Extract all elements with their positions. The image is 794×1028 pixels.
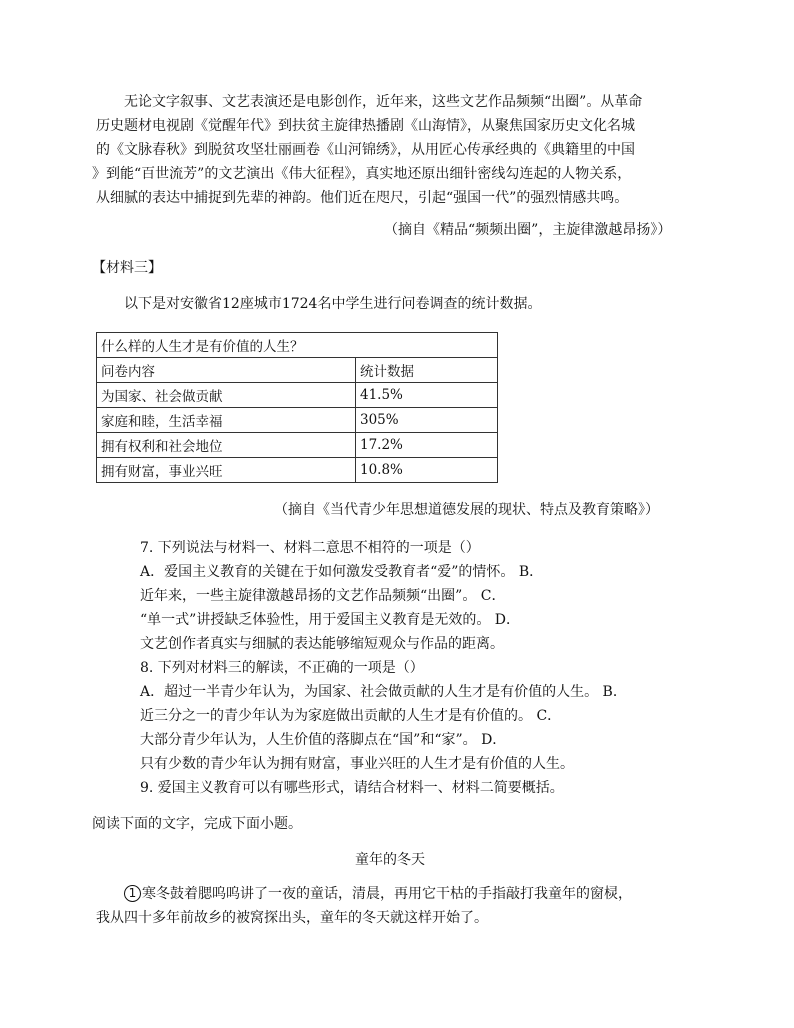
reading-title: 童年的冬天 — [355, 852, 425, 868]
option-line: 大部分青少年认为，人生价值的落脚点在“国”和“家”。 D． — [140, 732, 507, 748]
option-line: 近年来，一些主旋律激越昂扬的文艺作品频频“出圈”。 C． — [140, 588, 506, 604]
material3-source: （摘自《当代青少年思想道德发展的现状、特点及教育策略》） — [274, 502, 659, 518]
material3-intro: 以下是对安徽省12座城市1724名中学生进行问卷调查的统计数据。 — [124, 296, 542, 312]
table-cell-item: 为国家、社会做贡献 — [97, 383, 356, 408]
paragraph-line: 无论文字叙事、文艺表演还是电影创作，近年来，这些文艺作品频频“出圈”。从革命 — [124, 94, 643, 110]
option-line: “单一式”讲授缺乏体验性，用于爱国主义教育是无效的。 D． — [140, 612, 520, 628]
paragraph-line: 》到能“百世流芳”的文艺演出《伟大征程》，真实地还原出细针密线勾连起的人物关系， — [92, 166, 632, 182]
paragraph-number: 1 — [124, 885, 141, 902]
reading-paragraph-1-cont: 我从四十多年前故乡的被窝探出头，童年的冬天就这样开始了。 — [96, 910, 488, 926]
table-cell-value: 10.8% — [356, 458, 498, 483]
material2-source: （摘自《精品“频频出圈”，主旋律激越昂扬》） — [384, 222, 672, 238]
paragraph-line: 从细腻的表达中捕捉到先辈的神韵。他们近在咫尺，引起“强国一代”的强烈情感共鸣。 — [96, 190, 629, 206]
survey-table — [96, 332, 498, 483]
table-row — [97, 408, 498, 433]
table-row — [97, 458, 498, 483]
table-cell-item: 拥有财富，事业兴旺 — [97, 458, 356, 483]
table-cell-value: 305% — [356, 408, 498, 433]
table-header-value: 统计数据 — [356, 358, 498, 383]
reading-paragraph-1 — [124, 884, 632, 904]
option-line: A．超过一半青少年认为，为国家、社会做贡献的人生才是有价值的人生。 B． — [140, 684, 627, 700]
table-title: 什么样的人生才是有价值的人生？ — [97, 333, 498, 358]
option-line: 只有少数的青少年认为拥有财富，事业兴旺的人生才是有价值的人生。 — [140, 756, 574, 772]
material3-heading: 【材料三】 — [92, 260, 162, 276]
table-row — [97, 383, 498, 408]
table-cell-item: 家庭和睦，生活幸福 — [97, 408, 356, 433]
paragraph-line: 的《文脉春秋》到脱贫攻坚壮丽画卷《山河锦绣》，从用匠心传承经典的《典籍里的中国 — [96, 142, 635, 158]
table-cell-value: 41.5% — [356, 383, 498, 408]
paragraph-text: 寒冬鼓着腮呜呜讲了一夜的童话，清晨，再用它干枯的手指敲打我童年的窗棂， — [142, 886, 632, 902]
table-cell-value: 17.2% — [356, 433, 498, 458]
table-cell-item: 拥有权利和社会地位 — [97, 433, 356, 458]
option-line: 文艺创作者真实与细腻的表达能够缩短观众与作品的距离。 — [140, 636, 504, 652]
question-7: 7. 下列说法与材料一、材料二意思不相符的一项是（） — [140, 540, 480, 556]
table-header-row — [97, 358, 498, 383]
option-line: A．爱国主义教育的关键在于如何激发受教育者“爱”的情怀。 B． — [140, 564, 544, 580]
question-8: 8. 下列对材料三的解读，不正确的一项是（） — [140, 660, 424, 676]
table-title-row — [97, 333, 498, 358]
reading-instruction: 阅读下面的文字，完成下面小题。 — [92, 816, 302, 832]
question-9: 9. 爱国主义教育可以有哪些形式，请结合材料一、材料二简要概括。 — [140, 780, 564, 796]
table-row — [97, 433, 498, 458]
paragraph-line: 历史题材电视剧《觉醒年代》到扶贫主旋律热播剧《山海情》，从聚焦国家历史文化名城 — [96, 118, 635, 134]
table-header-item: 问卷内容 — [97, 358, 356, 383]
option-line: 近三分之一的青少年认为为家庭做出贡献的人生才是有价值的。 C． — [140, 708, 562, 724]
